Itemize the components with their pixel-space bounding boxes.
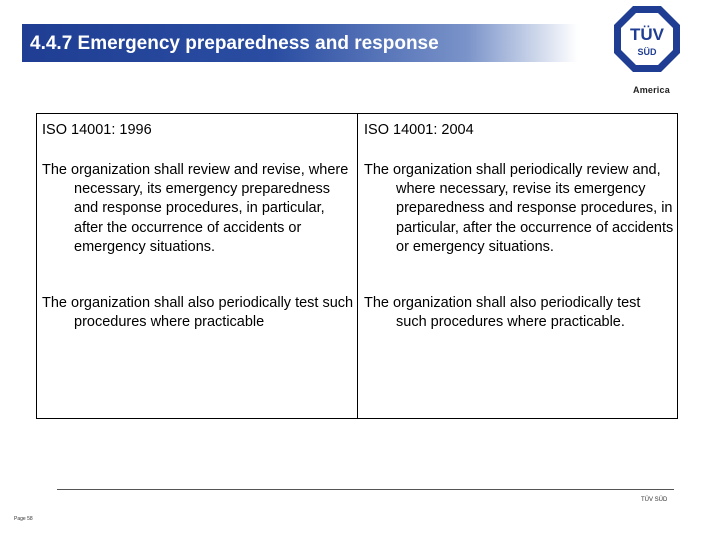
column-iso-2004 bbox=[364, 114, 674, 418]
paragraph-1996-test: The organization shall also periodically test such procedures where practicable bbox=[42, 295, 354, 331]
tuv-sud-logo bbox=[614, 6, 680, 72]
paragraph-1996-review: The organization shall review and revise, where necessary, its emergency preparedness and response procedures, in particular, after the occurrence of accidents or emergency situations. bbox=[42, 162, 349, 255]
paragraph-2004-review: The organization shall periodically review and, where necessary, revise its emergency preparedness and response procedures, in particular, after the occurrence of accidents or emergency situations. bbox=[364, 162, 674, 255]
footer-divider bbox=[57, 489, 674, 490]
column-iso-1996 bbox=[42, 114, 354, 418]
column-heading-1996: ISO 14001: 1996 bbox=[42, 122, 152, 138]
title-bar bbox=[22, 24, 578, 62]
logo-line2: SÜD bbox=[637, 47, 657, 57]
footer-brand: TÜV SÜD bbox=[641, 497, 668, 503]
slide-title: 4.4.7 Emergency preparedness and response bbox=[30, 33, 439, 54]
paragraph-2004-test: The organization shall also periodically test such procedures where practicable. bbox=[364, 295, 641, 331]
logo-subtitle: America bbox=[633, 85, 670, 95]
column-heading-2004: ISO 14001: 2004 bbox=[364, 122, 474, 138]
page-number: Page 58 bbox=[14, 516, 33, 522]
logo-line1: TÜV bbox=[630, 25, 664, 44]
column-divider bbox=[357, 114, 358, 418]
comparison-table bbox=[36, 113, 678, 419]
